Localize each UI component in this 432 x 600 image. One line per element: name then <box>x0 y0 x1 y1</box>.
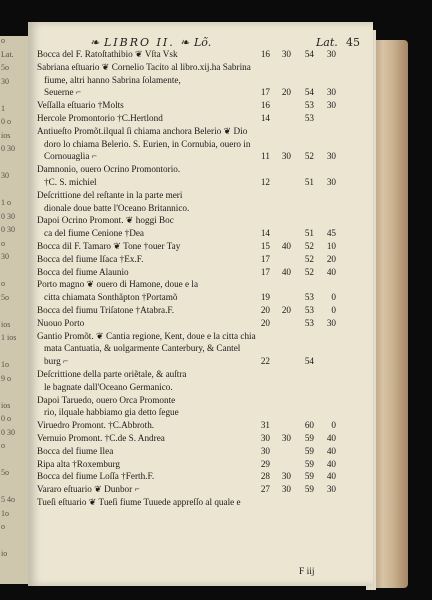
left-page-fragment: Lat. <box>1 49 14 59</box>
left-page-fragment: 0 30 <box>1 225 15 234</box>
latitude-degrees: 53 <box>304 317 314 328</box>
longitude-minutes: 30 <box>281 151 291 162</box>
table-row <box>37 342 372 355</box>
entry-text: burg ⌐ <box>44 356 69 367</box>
left-page-fragment: ios <box>1 319 11 329</box>
entry-text: Bocca del fiume Iſaca †Ex.F. <box>37 253 144 264</box>
left-page-fragment: ios <box>1 130 11 140</box>
latitude-minutes: 40 <box>326 432 336 443</box>
table-row <box>37 176 372 189</box>
latitude-minutes: 0 <box>331 420 336 431</box>
latitude-minutes: 0 <box>331 304 336 315</box>
ornament-left-icon: ❧ <box>90 36 100 49</box>
left-page-fragment: 5 4o <box>1 495 15 504</box>
latitude-degrees: 59 <box>304 471 314 482</box>
left-page-fragment: io <box>1 549 8 558</box>
latitude-degrees: 53 <box>304 304 314 315</box>
latitude-degrees: 53 <box>304 100 314 111</box>
latitude-minutes: 40 <box>326 266 336 277</box>
entry-text: Nuouo Porto <box>37 317 85 328</box>
entry-text: Deſcrittione del reſtante in la parte meri <box>37 189 183 200</box>
longitude-minutes: 20 <box>281 87 291 98</box>
latitude-minutes: 40 <box>326 445 336 456</box>
table-row <box>37 381 372 394</box>
latitude-minutes: 10 <box>326 240 336 251</box>
latitude-degrees: 52 <box>304 240 314 251</box>
latitude-degrees: 52 <box>304 253 314 264</box>
longitude-degrees: 19 <box>260 292 270 303</box>
entry-text: Bocca del F. Ratoſtathibio ❦ Vſta Vsk <box>37 49 178 59</box>
entry-text: Bocca del fiume Ilea <box>37 445 114 456</box>
left-page-fragment: o <box>1 441 5 450</box>
latitude-degrees: 51 <box>304 176 314 187</box>
left-page-fragment: 30 <box>1 252 9 261</box>
latitude-degrees: 53 <box>304 112 314 123</box>
entry-text: Tueſi eſtuario ❦ Tueſi fiume Tuuede appreſſo al quale e <box>37 496 241 507</box>
table-row <box>37 304 372 317</box>
table-row <box>37 278 372 291</box>
left-page-fragment: o <box>1 522 5 531</box>
left-page-fragment: 1o <box>1 360 9 369</box>
table-row <box>37 150 372 163</box>
left-page-fragment: o <box>1 36 5 45</box>
latitude-minutes: 45 <box>326 228 336 239</box>
left-page-fragment: 1 <box>1 103 5 113</box>
entry-text: Viruedro Promont. †C.Abbroth. <box>37 420 155 431</box>
longitude-degrees: 20 <box>260 304 270 315</box>
latitude-degrees: 59 <box>304 445 314 456</box>
entry-text: Ripa alta †Roxemburg <box>37 458 121 469</box>
entry-text: Antiueſto Promõt.ilqual ſi chiama anchora Belerio ❦ Dio <box>37 125 248 136</box>
latitude-minutes: 40 <box>326 471 336 482</box>
table-row <box>37 112 372 125</box>
table-row <box>37 74 372 87</box>
latitude-minutes: 30 <box>326 176 336 187</box>
longitude-degrees: 30 <box>260 432 270 443</box>
table-row <box>37 163 372 176</box>
entry-text: Dapoi Taruedo, ouero Orca Promonte <box>37 394 176 405</box>
table-row <box>37 394 372 407</box>
latitude-degrees: 51 <box>304 228 314 239</box>
longitude-minutes: 40 <box>281 266 291 277</box>
left-page-fragment: 30 <box>1 171 9 180</box>
longitude-minutes: 30 <box>281 49 291 59</box>
longitude-degrees: 27 <box>260 484 270 495</box>
table-row <box>37 406 372 419</box>
entry-text: dionale doue batte l'Oceano Britannico. <box>44 202 190 213</box>
longitude-degrees: 29 <box>260 458 270 469</box>
latitude-degrees: 54 <box>304 356 314 367</box>
left-page-fragment: 0 30 <box>1 211 15 221</box>
latitude-minutes: 30 <box>326 87 336 98</box>
entry-text: ca del fiume Cenione †Dea <box>44 228 144 239</box>
table-row <box>37 227 372 240</box>
entry-text: Vararo eſtuario ❦ Dunbor ⌐ <box>37 484 140 495</box>
entry-text: Vernuio Promont. †C.de S. Andrea <box>37 432 165 443</box>
table-row <box>37 458 372 471</box>
longitude-degrees: 22 <box>260 356 270 367</box>
entry-text: fiume, altri hanno Sabrina ſolamente, <box>44 74 181 85</box>
entry-text: doro lo chiama Belerio. S. Eurien, in Cornubia, ouero in <box>44 138 251 149</box>
latitude-minutes: 30 <box>326 100 336 111</box>
table-row <box>37 48 372 61</box>
left-page-edge <box>0 36 31 584</box>
left-page-fragment: 5o <box>1 468 9 477</box>
latitude-minutes: 30 <box>326 151 336 162</box>
longitude-degrees: 20 <box>260 317 270 328</box>
longitude-degrees: 12 <box>260 176 270 187</box>
entry-text: Damnonio, ouero Ocrino Promontorio. <box>37 164 181 175</box>
entry-text: Hercole Promontorio †C.Hertlond <box>37 112 163 123</box>
entry-text: Bocca del fiumu Triſatone †Atabra.F. <box>37 304 175 315</box>
left-page-fragment: 9 o <box>1 373 11 383</box>
latitude-degrees: 54 <box>304 87 314 98</box>
table-row <box>37 419 372 432</box>
longitude-degrees: 31 <box>260 420 270 431</box>
longitude-degrees: 17 <box>260 87 270 98</box>
left-page-fragment: ios <box>1 400 11 410</box>
entry-text: Sabriana eſtuario ❦ Cornelio Tacito al libro.xij.ha Sabrina <box>37 61 251 72</box>
table-row <box>37 483 372 496</box>
entry-text: Deſcrittione della parte oriẽtale, & auſtra <box>37 368 187 379</box>
longitude-degrees: 17 <box>260 266 270 277</box>
longitude-degrees: 30 <box>260 445 270 456</box>
longitude-minutes: 30 <box>281 484 291 495</box>
entry-text: mata Cantuatia, & uolgarmente Canterbury, & Cantel <box>44 343 241 354</box>
latitude-degrees: 60 <box>304 420 314 431</box>
entry-text: Seuerne ⌐ <box>44 87 82 98</box>
table-row <box>37 86 372 99</box>
table-row <box>37 202 372 215</box>
left-page-fragment: 1o <box>1 508 9 518</box>
longitude-degrees: 17 <box>260 253 270 264</box>
latitude-degrees: 59 <box>304 458 314 469</box>
left-page-fragment: 0 o <box>1 117 11 126</box>
book-cover-edge <box>372 40 408 588</box>
table-row <box>37 253 372 266</box>
latitude-minutes: 30 <box>326 49 336 59</box>
entry-text: Bocca del fiume Alaunio <box>37 266 129 277</box>
table-row <box>37 125 372 138</box>
latitude-minutes: 40 <box>326 458 336 469</box>
left-page-fragment: 0 30 <box>1 427 15 437</box>
latitude-minutes: 30 <box>326 317 336 328</box>
latitude-degrees: 52 <box>304 151 314 162</box>
longitude-degrees: 16 <box>260 100 270 111</box>
latitude-degrees: 59 <box>304 432 314 443</box>
header-title: LIBRO II. <box>104 36 175 49</box>
table-row <box>37 266 372 279</box>
longitude-degrees: 14 <box>260 228 270 239</box>
left-page-fragment: 0 30 <box>1 144 15 153</box>
table-row <box>37 291 372 304</box>
signature-mark: F iij <box>299 567 315 577</box>
table-row <box>37 432 372 445</box>
table-row <box>37 214 372 227</box>
longitude-degrees: 11 <box>261 151 270 162</box>
latitude-degrees: 54 <box>304 49 314 59</box>
entry-text: Dapoi Ocrino Promont. ❦ hoggi Boc <box>37 215 174 226</box>
table-row <box>37 99 372 112</box>
longitude-degrees: 14 <box>260 112 270 123</box>
left-page-fragment: 30 <box>1 76 9 86</box>
entry-text: Veſſalla eſtuario †Molts <box>37 100 124 111</box>
longitude-degrees: 16 <box>260 49 270 59</box>
longitude-minutes: 30 <box>281 471 291 482</box>
header-col-latitude: Lat. <box>316 36 338 49</box>
longitude-minutes: 20 <box>281 304 291 315</box>
table-row <box>37 368 372 381</box>
table-row <box>37 240 372 253</box>
left-page-fragment: 1 ios <box>1 333 17 342</box>
table-row <box>37 330 372 343</box>
table-row <box>37 317 372 330</box>
left-page-fragment: o <box>1 279 5 288</box>
entry-text: rio, ilquale habbiamo gia detto ſegue <box>44 407 179 418</box>
longitude-minutes: 40 <box>281 240 291 251</box>
latitude-degrees: 52 <box>304 266 314 277</box>
latitude-minutes: 20 <box>326 253 336 264</box>
longitude-degrees: 28 <box>260 471 270 482</box>
table-row <box>37 355 372 368</box>
entry-text: Porto magno ❦ ouero di Hamone, doue e la <box>37 279 199 290</box>
table-row <box>37 61 372 74</box>
entry-text: Bocca dil F. Tamaro ❦ Tone †ouer Tay <box>37 240 181 251</box>
entry-text: Cornouaglia ⌐ <box>44 151 97 162</box>
header-col-longitude: Lõ. <box>194 36 212 49</box>
table-row <box>37 138 372 151</box>
left-page-fragment: 0 o <box>1 414 11 423</box>
longitude-minutes: 30 <box>281 432 291 443</box>
latitude-degrees: 59 <box>304 484 314 495</box>
ornament-right-icon: ❧ <box>180 36 190 49</box>
entry-text: citta chiamata Sonthãpton †Portamõ <box>44 292 178 303</box>
entry-text: †C. S. michiel <box>44 176 97 187</box>
table-row <box>37 445 372 458</box>
latitude-degrees: 53 <box>304 292 314 303</box>
left-page-fragment: 5o <box>1 63 9 72</box>
entry-text: le bagnate dall'Oceano Germanico. <box>44 381 173 392</box>
left-page-fragment: 1 o <box>1 198 11 207</box>
latitude-minutes: 30 <box>326 484 336 495</box>
longitude-degrees: 15 <box>260 240 270 251</box>
latitude-minutes: 0 <box>331 292 336 303</box>
table-row <box>37 470 372 483</box>
page-number: 45 <box>346 36 360 49</box>
table-row <box>37 496 372 509</box>
table-row <box>37 189 372 202</box>
left-page-fragment: o <box>1 238 5 248</box>
entry-text: Bocca del fiume Loſſa †Ferth.F. <box>37 471 155 482</box>
entry-text: Gantio Promõt. ❦ Cantia regione, Kent, doue e la citta chia <box>37 330 256 341</box>
left-page-fragment: 5o <box>1 292 9 302</box>
gazetteer-entries <box>37 48 372 509</box>
